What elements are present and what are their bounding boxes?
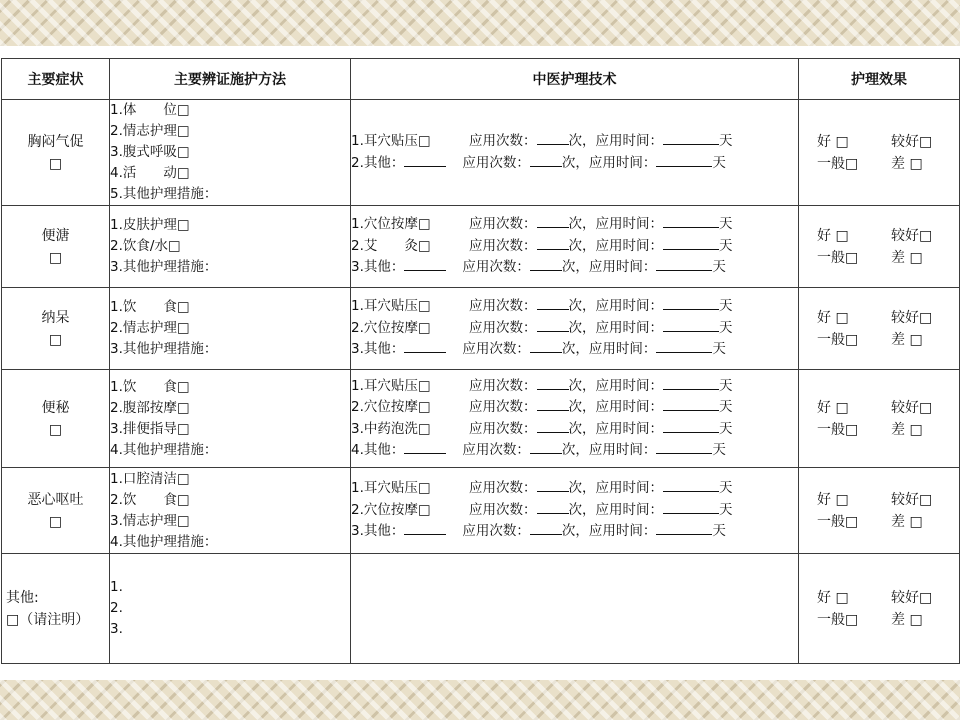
method-item[interactable]: 1.饮 食□ [110,378,190,395]
effect-cell [799,370,960,468]
effect-row [799,225,959,247]
header-nursing-method: 主要辨证施护方法 [110,59,351,100]
effect-row [799,329,959,351]
technique-item [351,419,798,441]
technique-label[interactable]: 2.艾 灸□ [351,237,431,254]
decorative-bottom-border [0,680,960,720]
times-unit: 次， [561,523,589,540]
time-label: 应用时间： [588,442,657,458]
count-blank[interactable] [537,397,569,411]
effect-better[interactable]: 较好□ [891,399,933,416]
technique-label[interactable]: 2.穴位按摩□ [351,399,431,415]
effect-better[interactable]: 较好□ [891,491,933,508]
days-unit: 天 [719,480,733,497]
table-row [2,370,960,468]
times-unit: 次， [568,480,596,497]
effect-cell [799,100,960,206]
days-blank[interactable] [663,500,719,514]
effect-poor[interactable]: 差 □ [891,331,923,348]
count-label: 应用次数： [462,154,530,171]
times-unit: 次， [568,377,596,394]
method-item[interactable]: 1.饮 食□ [110,299,190,315]
method-cell [110,468,351,554]
days-blank[interactable] [663,236,719,250]
times-unit: 次， [561,442,589,458]
effect-good[interactable]: 好 □ [817,227,849,244]
method-item[interactable]: 1.体 位□ [110,102,190,118]
effect-average[interactable]: 一般□ [817,331,859,348]
effect-poor[interactable]: 差 □ [891,421,923,438]
time-label: 应用时间： [595,133,663,149]
other-technique-blank[interactable] [404,257,446,271]
count-label: 应用次数： [469,216,537,233]
count-label: 应用次数： [469,319,537,336]
effect-good[interactable]: 好 □ [817,399,849,416]
effect-poor[interactable]: 差 □ [891,611,923,628]
count-label: 应用次数： [462,341,530,358]
technique-label[interactable]: 3.其他： [351,341,405,358]
count-blank[interactable] [537,214,569,228]
days-unit: 天 [719,420,733,437]
technique-cell [351,468,799,554]
symptom-checkbox[interactable]: □ [48,331,63,348]
days-blank[interactable] [663,214,719,228]
technique-item [351,397,798,419]
symptom-cell [2,100,110,206]
symptom-checkbox[interactable]: □ [48,155,63,172]
method-cell [110,206,351,288]
technique-cell [351,554,799,664]
count-label: 应用次数： [469,420,537,437]
method-cell [110,288,351,370]
effect-row [799,397,959,419]
count-label: 应用次数： [462,523,530,540]
time-label: 应用时间： [595,298,663,315]
count-blank[interactable] [537,376,569,390]
symptom-name: 纳呆 [41,309,70,326]
effect-cell [799,206,960,288]
table-row [2,100,960,206]
method-item[interactable]: 3.其他护理措施： [110,341,218,357]
technique-label[interactable]: 1.耳穴贴压□ [351,133,431,149]
effect-row [799,131,959,153]
effect-row [799,489,959,511]
days-unit: 天 [712,154,726,171]
count-blank[interactable] [537,419,569,433]
days-unit: 天 [719,298,733,315]
days-unit: 天 [712,341,726,358]
method-item[interactable]: 5.其他护理措施： [110,186,218,202]
times-unit: 次， [568,133,596,149]
method-item[interactable]: 4.活 动□ [110,165,190,181]
table-row [2,288,960,370]
technique-cell [351,370,799,468]
technique-item [351,339,798,361]
times-unit: 次， [561,154,589,171]
effect-poor[interactable]: 差 □ [891,155,923,172]
header-nursing-effect: 护理效果 [799,59,960,100]
days-blank[interactable] [656,440,712,454]
time-label: 应用时间： [588,259,657,276]
symptom-cell [2,206,110,288]
effect-better[interactable]: 较好□ [891,133,933,150]
times-unit: 次， [568,298,596,315]
time-label: 应用时间： [588,523,657,540]
effect-poor[interactable]: 差 □ [891,249,923,266]
times-unit: 次， [568,420,596,437]
time-label: 应用时间： [588,341,657,358]
symptom-cell [2,370,110,468]
nursing-evaluation-table [1,58,960,664]
symptom-checkbox[interactable]: □ [48,421,63,438]
count-blank[interactable] [530,339,562,353]
days-unit: 天 [719,237,733,254]
days-blank[interactable] [656,153,712,167]
technique-item [351,478,798,500]
technique-label[interactable]: 1.耳穴贴压□ [351,298,431,315]
days-unit: 天 [719,216,733,233]
days-unit: 天 [719,501,733,518]
times-unit: 次， [568,399,596,415]
effect-row [799,609,959,631]
method-item[interactable]: 3. [110,621,123,637]
count-blank[interactable] [537,236,569,250]
method-item[interactable]: 1.口腔清洁□ [110,470,190,487]
symptom-cell [2,288,110,370]
symptom-name: 便秘 [41,399,70,416]
count-label: 应用次数： [462,259,530,276]
effect-average[interactable]: 一般□ [817,249,859,266]
method-cell [110,100,351,206]
method-cell [110,370,351,468]
technique-label[interactable]: 3.中药泡洗□ [351,420,431,437]
technique-label[interactable]: 2.穴位按摩□ [351,501,431,518]
technique-label[interactable]: 1.穴位按摩□ [351,216,431,233]
days-unit: 天 [719,399,733,415]
effect-cell [799,554,960,664]
days-blank[interactable] [656,257,712,271]
days-blank[interactable] [663,419,719,433]
days-unit: 天 [712,523,726,540]
technique-label[interactable]: 1.耳穴贴压□ [351,377,431,394]
days-unit: 天 [719,133,733,149]
symptom-name: 胸闷气促 [27,133,84,150]
days-blank[interactable] [663,296,719,310]
days-blank[interactable] [663,478,719,492]
technique-item [351,440,798,462]
count-label: 应用次数： [462,442,530,458]
method-item[interactable]: 3.其他护理措施： [110,259,218,275]
count-blank[interactable] [530,521,562,535]
times-unit: 次， [561,259,589,276]
times-unit: 次， [568,237,596,254]
effect-row [799,307,959,329]
effect-better[interactable]: 较好□ [891,227,933,244]
time-label: 应用时间： [595,237,663,254]
days-unit: 天 [719,319,733,336]
technique-label[interactable]: 4.其他： [351,442,405,458]
effect-poor[interactable]: 差 □ [891,513,923,530]
method-item[interactable]: 2.饮食/水□ [110,238,181,254]
symptom-name: 恶心呕吐 [27,491,84,508]
symptom-checkbox[interactable]: □ [48,249,63,266]
count-blank[interactable] [537,500,569,514]
count-blank[interactable] [530,257,562,271]
technique-label[interactable]: 3.其他： [351,523,405,540]
method-item[interactable]: 2.情志护理□ [110,123,190,139]
effect-cell [799,288,960,370]
time-label: 应用时间： [595,420,663,437]
symptom-cell [2,468,110,554]
effect-average[interactable]: 一般□ [817,155,859,172]
effect-row [799,247,959,269]
other-technique-blank[interactable] [404,339,446,353]
method-item[interactable]: 2. [110,600,123,616]
method-item[interactable]: 4.其他护理措施： [110,533,218,550]
method-cell [110,554,351,664]
count-label: 应用次数： [469,298,537,315]
effect-row [799,511,959,533]
table-row [2,468,960,554]
method-item[interactable]: 4.其他护理措施： [110,441,218,458]
count-label: 应用次数： [469,399,537,415]
technique-label[interactable]: 3.其他： [351,259,405,276]
method-item[interactable]: 3.腹式呼吸□ [110,144,190,160]
technique-label[interactable]: 2.穴位按摩□ [351,319,431,336]
effect-better[interactable]: 较好□ [891,309,933,326]
technique-cell [351,288,799,370]
effect-better[interactable]: 较好□ [891,589,933,606]
decorative-top-border [0,0,960,46]
technique-item [351,521,798,543]
technique-label[interactable]: 1.耳穴贴压□ [351,480,431,497]
time-label: 应用时间： [595,319,663,336]
method-item[interactable]: 3.排便指导□ [110,420,190,437]
effect-average[interactable]: 一般□ [817,611,859,628]
days-blank[interactable] [656,521,712,535]
technique-cell [351,206,799,288]
days-blank[interactable] [656,339,712,353]
count-blank[interactable] [537,478,569,492]
count-label: 应用次数： [469,377,537,394]
days-blank[interactable] [663,131,719,145]
technique-item [351,257,798,279]
count-label: 应用次数： [469,480,537,497]
times-unit: 次， [568,501,596,518]
technique-item [351,376,798,398]
technique-cell [351,100,799,206]
other-technique-blank[interactable] [404,521,446,535]
method-item[interactable]: 1.皮肤护理□ [110,217,190,233]
count-blank[interactable] [537,296,569,310]
technique-label[interactable]: 2.其他： [351,154,405,171]
technique-item [351,153,798,175]
time-label: 应用时间： [595,216,663,233]
times-unit: 次， [568,216,596,233]
method-item[interactable]: 2.腹部按摩□ [110,399,190,416]
effect-good[interactable]: 好 □ [817,133,849,150]
technique-item [351,296,798,318]
technique-item [351,500,798,522]
method-item[interactable]: 2.饮 食□ [110,491,190,508]
header-main-symptom: 主要症状 [2,59,110,100]
count-label: 应用次数： [469,237,537,254]
time-label: 应用时间： [595,480,663,497]
technique-item [351,214,798,236]
count-blank[interactable] [537,318,569,332]
times-unit: 次， [561,341,589,358]
time-label: 应用时间： [588,154,657,171]
days-blank[interactable] [663,376,719,390]
times-unit: 次， [568,319,596,336]
effect-cell [799,468,960,554]
time-label: 应用时间： [595,377,663,394]
days-unit: 天 [719,377,733,394]
symptom-checkbox[interactable]: □（请注明） [6,611,90,628]
count-label: 应用次数： [469,133,537,149]
time-label: 应用时间： [595,501,663,518]
method-item[interactable]: 1. [110,579,123,595]
other-technique-blank[interactable] [404,440,446,454]
table-header-row [2,59,960,100]
other-technique-blank[interactable] [404,153,446,167]
symptom-checkbox[interactable]: □ [48,513,63,530]
effect-good[interactable]: 好 □ [817,491,849,508]
days-unit: 天 [712,259,726,276]
count-blank[interactable] [530,153,562,167]
method-item[interactable]: 2.情志护理□ [110,320,190,336]
technique-item [351,131,798,153]
method-item[interactable]: 3.情志护理□ [110,512,190,529]
days-blank[interactable] [663,397,719,411]
time-label: 应用时间： [595,399,663,415]
effect-average[interactable]: 一般□ [817,421,859,438]
effect-good[interactable]: 好 □ [817,309,849,326]
technique-item [351,318,798,340]
technique-item [351,236,798,258]
count-label: 应用次数： [469,501,537,518]
effect-row [799,153,959,175]
effect-average[interactable]: 一般□ [817,513,859,530]
days-blank[interactable] [663,318,719,332]
effect-good[interactable]: 好 □ [817,589,849,606]
count-blank[interactable] [537,131,569,145]
days-unit: 天 [712,442,726,458]
table-row [2,554,960,664]
effect-row [799,587,959,609]
count-blank[interactable] [530,440,562,454]
table-row [2,206,960,288]
symptom-cell [2,554,110,664]
header-tcm-technique: 中医护理技术 [351,59,799,100]
symptom-name: 其他: [6,589,39,606]
effect-row [799,419,959,441]
symptom-name: 便溏 [41,227,70,244]
